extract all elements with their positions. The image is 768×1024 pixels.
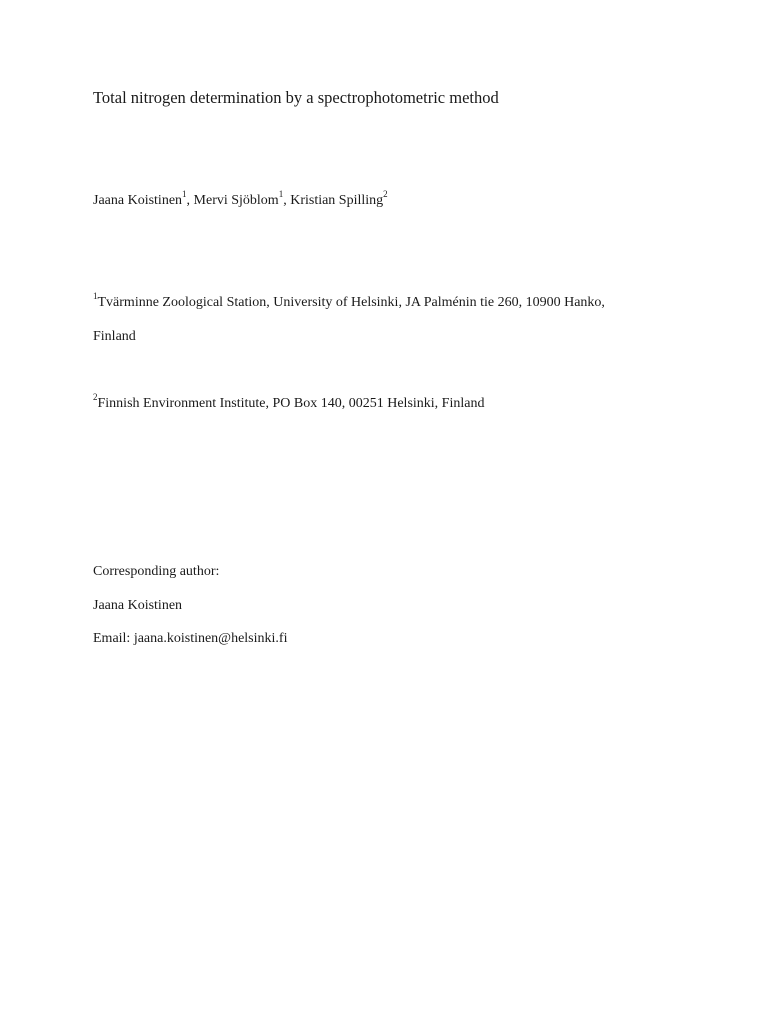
affiliation-1 <box>93 291 605 312</box>
corresponding-author-email: Email: jaana.koistinen@helsinki.fi <box>93 631 288 646</box>
affiliation-mark: 2 <box>93 392 98 403</box>
author-name: Kristian Spilling <box>290 193 384 208</box>
affiliation-mark: 1 <box>278 189 284 200</box>
author-name: Mervi Sjöblom <box>193 193 279 208</box>
affiliation-1-continuation: Finland <box>93 329 136 344</box>
author-name: Jaana Koistinen <box>93 193 183 208</box>
author-separator: , <box>186 193 194 208</box>
corresponding-author-label: Corresponding author: <box>93 564 220 579</box>
affiliation-2 <box>93 392 485 413</box>
affiliation-mark: 1 <box>93 291 98 302</box>
affiliation-text: Finnish Environment Institute, PO Box 140, 00251 Helsinki, Finland <box>97 396 485 411</box>
author-list <box>93 189 388 210</box>
affiliation-mark: 2 <box>383 189 388 200</box>
affiliation-text: Tvärminne Zoological Station, University of Helsinki, JA Palménin tie 260, 10900 Hanko, <box>97 295 605 310</box>
corresponding-author-name: Jaana Koistinen <box>93 598 183 613</box>
author-separator: , <box>283 193 291 208</box>
affiliation-mark: 1 <box>182 189 187 200</box>
paper-title: Total nitrogen determination by a spectrophotometric method <box>93 88 499 107</box>
